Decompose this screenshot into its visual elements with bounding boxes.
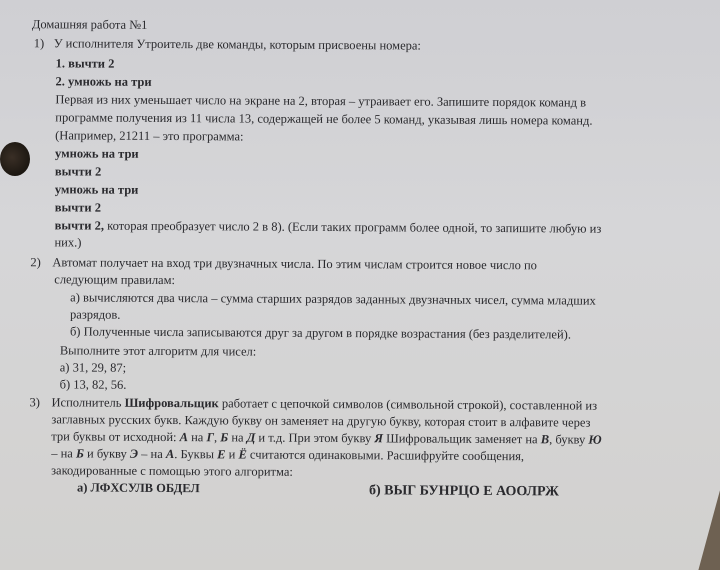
- letter-v: В: [540, 432, 550, 447]
- letter-g: Г: [206, 430, 215, 445]
- letter-d: Д: [246, 430, 256, 445]
- task3-message-b: б) ВЫГ БУНРЦО Е АООЛРЖ: [368, 483, 559, 500]
- task1-ex3: умножь на три: [54, 182, 139, 197]
- task1-p2: программе получения из 11 числа 13, содержащей не более 5 команд, указывая лишь номера команд.: [55, 110, 593, 128]
- task3-l2: заглавных русских букв. Каждую букву он заменяет на другую букву, которая стоит в алфавите через: [51, 412, 591, 430]
- task1-number: 1): [33, 36, 45, 51]
- task1-ex5: [55, 217, 602, 236]
- task3-l5: закодированные с помощью этого алгоритма:: [51, 463, 293, 479]
- task3-l3d: , букву: [549, 432, 589, 447]
- letter-b: Б: [220, 430, 229, 445]
- task2-l6: Выполните этот алгоритм для чисел:: [59, 343, 257, 359]
- task1-ex5-rest: которая преобразует число 2 в 8). (Если таких программ более одной, то запишите любую из: [103, 218, 602, 236]
- task1-p3: (Например, 21211 – это программа:: [55, 128, 244, 144]
- task3-l1: [51, 394, 597, 413]
- task3-l3b: и т.д. При этом букву: [255, 430, 375, 446]
- task1-cmd2: 2. умножь на три: [55, 74, 152, 89]
- task3-l3: [51, 428, 601, 447]
- task3-l1a: Исполнитель: [51, 395, 125, 410]
- task1-ex4: вычти 2: [54, 200, 102, 215]
- letter-e2: Е: [217, 447, 226, 462]
- task3-l4b: и букву: [83, 446, 130, 461]
- task2-l2: следующим правилам:: [54, 272, 176, 288]
- task3-l4a: – на: [51, 446, 77, 461]
- task1-ex6: них.): [54, 235, 82, 250]
- header-title: Домашняя работа №1: [31, 17, 148, 32]
- letter-ya: Я: [374, 431, 384, 446]
- task2-number: 2): [30, 255, 41, 270]
- task3-na1: на: [187, 430, 207, 445]
- task1-ex5-bold: вычти 2,: [54, 218, 105, 233]
- task3-l3c: Шифровальщик заменяет на: [382, 431, 541, 447]
- task1-p1: Первая из них уменьшает число на экране на 2, вторая – утраивает его. Запишите порядок команд в: [55, 92, 587, 110]
- letter-a: А: [179, 430, 189, 445]
- task1-cmd1: 1. вычти 2: [55, 56, 115, 71]
- letter-yu: Ю: [588, 432, 602, 447]
- task1-intro: У исполнителя Утроитель две команды, которым присвоены номера:: [53, 36, 421, 53]
- task3-number: 3): [29, 395, 41, 410]
- task3-l4f: считаются одинаковыми. Расшифруйте сообщения,: [246, 447, 525, 464]
- task1-ex2: вычти 2: [54, 164, 102, 179]
- task2-l1: Автомат получает на вход три двузначных числа. По этим числам строится новое число по: [52, 255, 537, 273]
- task3-l1c: работает с цепочкой символов (символьной строкой), составленной из: [218, 396, 598, 413]
- letter-b2: Б: [75, 446, 84, 461]
- task3-message-a: а) ЛФХСУЛВ ОБДЕЛ: [76, 480, 200, 496]
- task1-ex1: умножь на три: [55, 146, 139, 161]
- punch-hole: [0, 142, 30, 176]
- task3-l4d: . Буквы: [174, 447, 218, 462]
- task2-l8: б) 13, 82, 56.: [59, 377, 127, 392]
- task2-l4: разрядов.: [70, 307, 121, 322]
- task3-comma: ,: [214, 430, 221, 445]
- task3-na2: на: [228, 430, 247, 445]
- task2-l5: б) Полученные числа записываются друг за другом в порядке возрастания (без разделителей).: [69, 324, 572, 342]
- task3-l4e: и: [225, 447, 239, 462]
- task3-executor-name: Шифровальщик: [124, 395, 219, 411]
- task3-l4: [51, 445, 524, 464]
- letter-a2: А: [165, 447, 175, 462]
- task2-l3: а) вычисляются два числа – сумма старших разрядов заданных двузначных чисел, сумма младших: [70, 290, 596, 308]
- letter-yo: Ё: [238, 447, 247, 462]
- task2-l7: а) 31, 29, 87;: [59, 360, 127, 375]
- task3-l3a: три буквы от исходной:: [51, 429, 180, 445]
- letter-e: Э: [129, 446, 139, 461]
- task3-l4c: – на: [138, 446, 166, 462]
